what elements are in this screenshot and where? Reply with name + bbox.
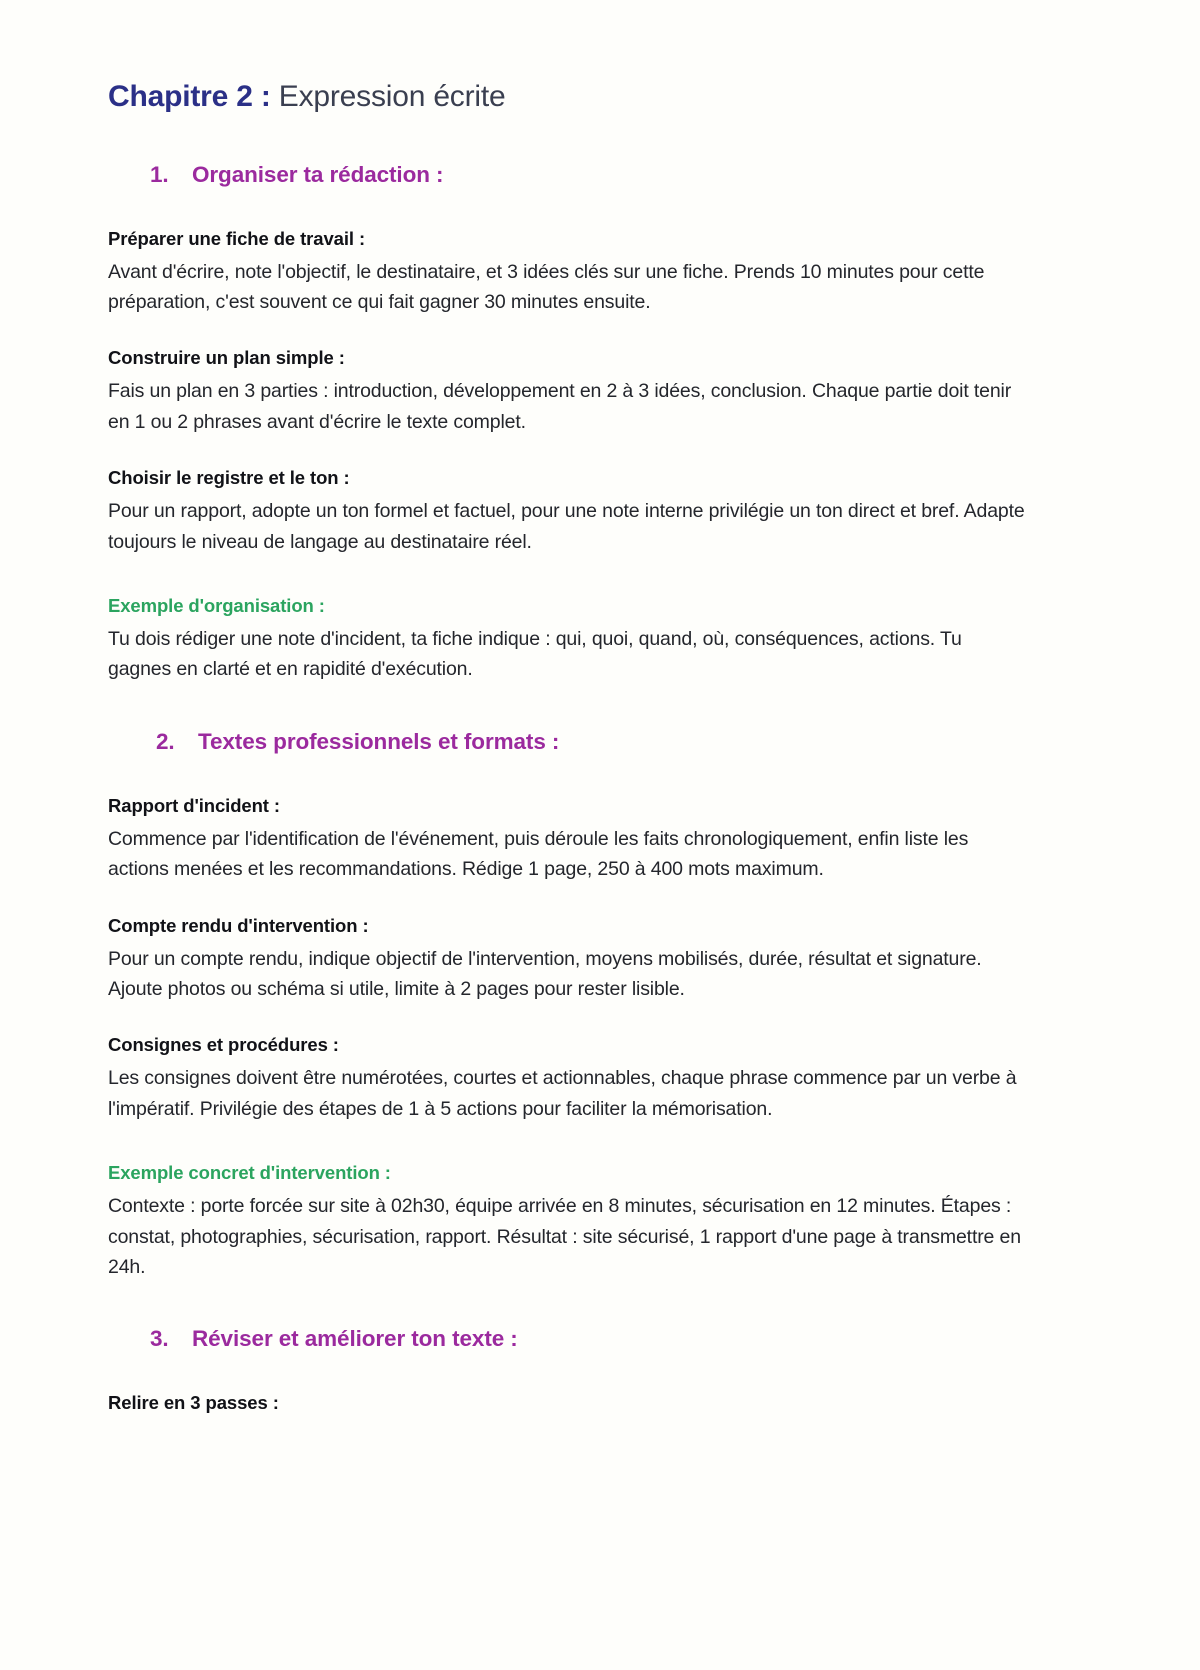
block-subtitle: Rapport d'incident : (108, 794, 280, 816)
block-subtitle: Préparer une fiche de travail : (108, 227, 366, 249)
block-subtitle: Relire en 3 passes : (108, 1392, 279, 1414)
block-subtitle: Consignes et procédures : (108, 1034, 339, 1056)
content-block (108, 347, 1092, 437)
example-subtitle: Exemple concret d'intervention : (108, 1162, 391, 1184)
example-subtitle: Exemple d'organisation : (108, 594, 325, 616)
content-block (108, 915, 1092, 1005)
block-body: Pour un compte rendu, indique objectif de l'intervention, moyens mobilisés, durée, résultat et signature. Ajoute photos ou schéma si utile, limite à 2 pages pour rester lisible. (108, 947, 982, 1000)
block-body: Pour un rapport, adopte un ton formel et factuel, pour une note interne privilégie un ton direct et bref. Adapte toujours le niveau de langage au destinataire réel. (108, 500, 1025, 553)
section-number-3: 3. (150, 1326, 169, 1352)
block-body: Fais un plan en 3 parties : introduction, développement en 2 à 3 idées, conclusion. Chaque partie doit tenir en 1 ou 2 phrases avant d'écrire le texte complet. (108, 380, 1012, 433)
block-body: Avant d'écrire, note l'objectif, le destinataire, et 3 idées clés sur une fiche. Prends 10 minutes pour cette préparation, c'est souvent ce qui fait gagner 30 minutes ensuite. (108, 260, 985, 313)
chapter-label: Chapitre 2 : (108, 80, 271, 113)
section-heading-1 (108, 162, 1092, 188)
section-title-3: Réviser et améliorer ton texte : (192, 1326, 518, 1352)
chapter-subject: Expression écrite (270, 80, 506, 113)
content-block (108, 1392, 1092, 1414)
example-block (108, 1162, 1092, 1282)
block-subtitle: Choisir le registre et le ton : (108, 467, 350, 489)
content-block (108, 795, 1092, 885)
block-body: Commence par l'identification de l'événement, puis déroule les faits chronologiquement, enfin liste les actions menées et les recommandations. Rédige 1 page, 250 à 400 mots maximum. (108, 827, 969, 881)
example-body: Tu dois rédiger une note d'incident, ta fiche indique : qui, quoi, quand, où, conséquences, actions. Tu gagnes en clarté et en rapidité d'exécution. (108, 627, 962, 681)
section-heading-2 (108, 729, 1092, 755)
block-subtitle: Compte rendu d'intervention : (108, 914, 369, 936)
block-body: Les consignes doivent être numérotées, courtes et actionnables, chaque phrase commence par un verbe à l'impératif. Privilégie des étapes de 1 à 5 actions pour faciliter la mémorisation. (108, 1067, 1017, 1120)
section-title-1: Organiser ta rédaction : (192, 161, 444, 187)
block-subtitle: Construire un plan simple : (108, 347, 345, 369)
example-block (108, 595, 1092, 685)
section-number-1: 1. (150, 161, 169, 187)
example-body: Contexte : porte forcée sur site à 02h30, équipe arrivée en 8 minutes, sécurisation en 12 minutes. Étapes : constat, photographies, sécurisation, rapport. Résultat : site sécurisé, 1 rapport d'une page à transmettre en 24h. (108, 1195, 1021, 1278)
section-number-2: 2. (156, 728, 175, 754)
section-heading-3 (108, 1326, 1092, 1352)
content-block (108, 1034, 1092, 1124)
section-title-2: Textes professionnels et formats : (198, 728, 560, 754)
page-title (108, 78, 1092, 116)
content-block (108, 467, 1092, 557)
content-block (108, 228, 1092, 318)
